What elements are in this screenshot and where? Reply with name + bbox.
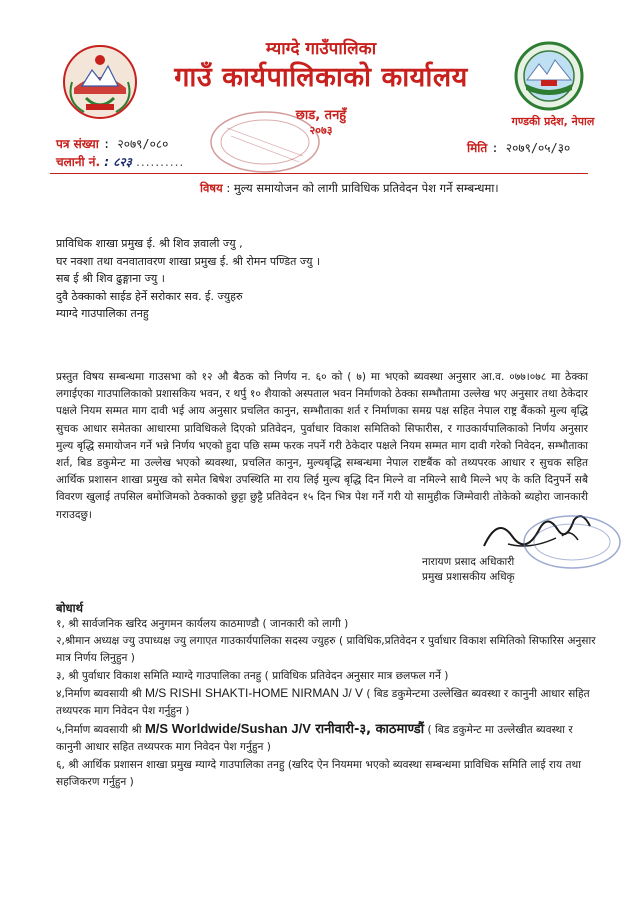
- cc-item: [56, 685, 596, 720]
- official-stamp-icon: [520, 512, 625, 572]
- org-title: गाउँ कार्यपालिकाको कार्यालय: [174, 62, 468, 93]
- contractor-address: रानीवारी-३, काठमाण्डौं: [310, 722, 425, 738]
- cc-item: ६, श्री आर्थिक प्रशासन शाखा प्रमुख म्याग्दे गाउपालिका तनहु (खरिद ऐन नियममा भएको ब्यवस्था सम्बन्धमा प्राविधिक समिति लाई राय तथा सहजिकरण गर्नुहुन ): [56, 758, 582, 788]
- letter-date: [467, 139, 570, 156]
- recipient-line: प्राविधिक शाखा प्रमुख ई. श्री शिव ज्ञवाली ज्यु ,: [56, 237, 243, 250]
- cc-item: [56, 720, 596, 756]
- dispatch-number-value: : ८२३: [104, 155, 132, 169]
- signatory-title: प्रमुख प्रशासकीय अधिकृ: [422, 571, 515, 583]
- cc-item-prefix: ४,निर्माण ब्यवसायी श्री: [56, 687, 145, 700]
- letter-date-label: मिति: [467, 141, 488, 155]
- subject-line: [200, 181, 499, 196]
- signatory-name: नारायण प्रसाद अधिकारी: [422, 556, 515, 568]
- contractor-name: M/S RISHI SHAKTI-HOME NIRMAN J/ V: [144, 685, 363, 700]
- office-stamp-icon: [205, 108, 325, 176]
- recipient-line: घर नक्शा तथा वनवातावरण शाखा प्रमुख ई. श्री रोमन पण्डित ज्यु ।: [56, 254, 321, 268]
- cc-list: [56, 616, 596, 791]
- province-label: गण्डकी प्रदेश, नेपाल: [511, 115, 595, 128]
- subject-label: विषय: [200, 181, 223, 195]
- letter-body: प्रस्तुत विषय सम्बन्धमा गाउसभा को १२ औ बैठक को निर्णय न. ६० को ( ७) मा भएको ब्यवस्था अनुसार आ.व. ०७७।०७८ मा ठेक्का लगाईएका गाउपालिकाको प्रशासकिय भवन, र थर्पु १० शैयाको अस्पताल भवन निर्माणको ठेक्का सम्भौतामा उल्लेख भए अनुसार तथा ठेकेदार पक्षले नियम सम्मत माग दावी भई आय अनुसार प्रचलित कानुन, सम्भौताका शर्त र निर्माणका समग्र पक्ष सहित नेपाल राष्ट्र बैंकको मुल्य बृद्धि सुचक आधार समेतका आधारमा प्राविधिकले दिएको प्रतिवेदन, पुर्वाधार विकाश समितिको सिफारीस, र गाउकार्यपालिकाको निर्णय अनुसार मुल्य बृद्धि समायोजन गर्ने भन्ने निर्णय भएको हुदा पछि सम्म फरक नपर्ने गरी ठेकेदार पक्षले नियम सम्मत माग दावी गरेको निवेदन, सम्भौताका शर्त, बिड डकुमेन्ट मा उल्लेख भएको ब्यवस्था, प्रचलित कानुन, मुल्यबृद्धि सम्बन्धमा नेपाल राष्टबैंक को तथ्यपरक आधार र सुचक सहित आर्थिक प्रशासन शाखा प्रमुख को समेत बिषेश उपस्थिति मा राय लिई मुल्य बृद्धि दिन मिल्ने वा नमिल्ने साथै मिल्ने भए के कति दिनुपर्ने सबै विवरण खुलाई तपसिल बमोजिमको ठेक्काको छुट्टा छुट्टै प्रतिवेदन १५ दिन भित्र पेश गर्ने गरी यो सामुहीक जिम्मेवारी तोकेको ब्यहोरा जानकारी गराउदछु।: [56, 371, 588, 521]
- cc-item-prefix: ५,निर्माण ब्यवसायी श्री: [56, 724, 145, 737]
- recipient-line: म्याग्दे गाउपालिका तनहु: [56, 307, 149, 321]
- org-established-year: २०७३: [309, 124, 333, 137]
- recipient-line: दुवै ठेक्काको साईड हेर्ने सरोकार सव. ई. ज्युहरु: [56, 289, 243, 303]
- org-subtitle: म्याग्दे गाउँपालिका: [265, 39, 377, 59]
- cc-item: १, श्री सार्वजनिक खरिद अनुगमन कार्यलय काठमाण्डौ ( जानकारी को लागी ): [56, 618, 349, 630]
- recipient-line: सब ई श्री शिव ढुङ्गाना ज्यु ।: [56, 272, 165, 286]
- cc-item: २,श्रीमान अध्यक्ष ज्यु उपाध्यक्ष ज्यु लगाएत गाउकार्यपालिका सदस्य ज्युहरु ( प्राविधिक,प्रतिवेदन र पुर्वाधार विकाश समितिको सिफारिस अनुसार मात्र निर्णय लिनुहुन ): [56, 635, 596, 665]
- letter-date-value: : २०७९/०५/३०: [491, 141, 571, 155]
- header-divider: [50, 173, 588, 174]
- cc-item: ३, श्री पुर्वाधार विकाश समिति म्याग्दे गाउपालिका तनहु ( प्राविधिक प्रतिवेदन अनुसार मात्र छलफल गर्ने ): [56, 669, 449, 682]
- reference-number: [56, 135, 168, 152]
- recipient-list: [56, 235, 596, 323]
- org-location: छाड, तनहुँ: [295, 108, 347, 123]
- dispatch-number-label: चलानी नं.: [56, 155, 101, 169]
- cc-heading: बोधार्थ: [56, 601, 83, 615]
- reference-number-label: पत्र संख्या: [56, 137, 99, 151]
- subject-text: : मुल्य समायोजन को लागी प्राविधिक प्रतिवेदन पेश गर्ने सम्बन्धमा।: [226, 181, 499, 195]
- cc-item-suffix: ( बिड डकुमेन्ट मा उल्लेखीत ब्यवस्था र कानुनी आधार सहित तथ्यपरक माग निवेदन पेश गर्नुहुन ): [56, 724, 573, 754]
- contractor-name: M/S Worldwide/Sushan J/V: [144, 721, 311, 737]
- reference-number-value: : २०७९/०८०: [103, 137, 169, 151]
- cc-item-suffix: ( बिड डकुमेन्टमा उल्लेखित ब्यवस्था र कानुनी आधार सहित तथ्यपरक माग निवेदन पेश गर्नुहुन ): [56, 687, 590, 718]
- dispatch-number: चलानी नं. : ८२३ ..........: [56, 155, 185, 169]
